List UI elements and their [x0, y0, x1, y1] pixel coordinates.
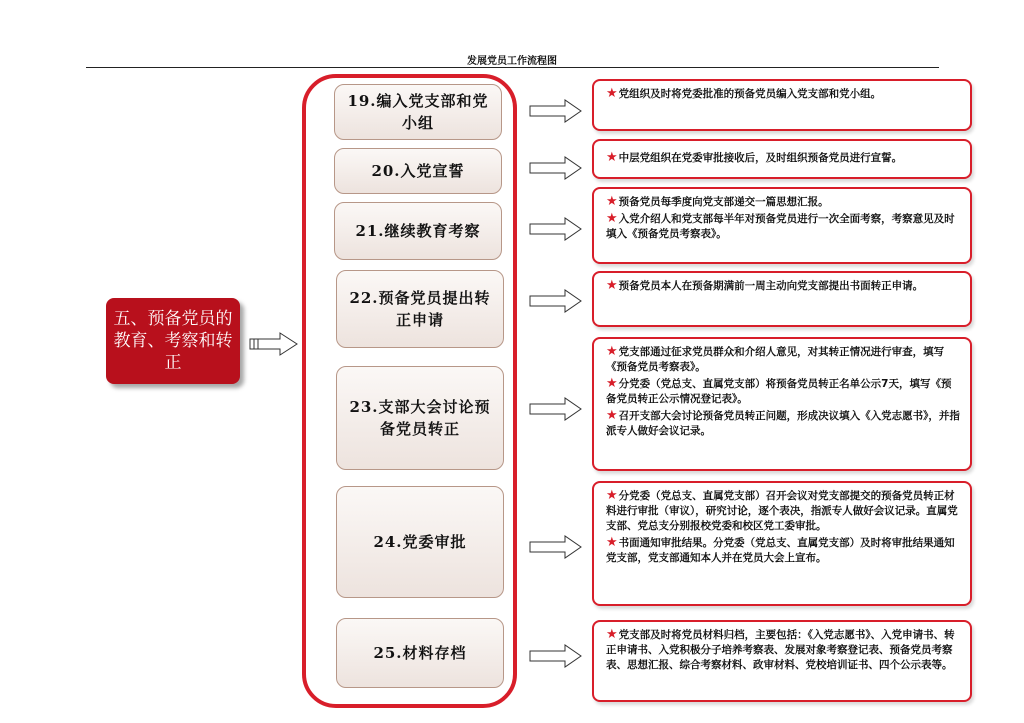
arrow-23 — [530, 398, 581, 420]
star-icon: ★ — [606, 408, 618, 423]
page-header: 发展党员工作流程图 — [467, 56, 557, 67]
note-bullet: ★党支部及时将党员材料归档，主要包括：《入党志愿书》、入党申请书、转正申请书、入党积极分子培养考察表、发展对象考察登记表、预备党员考察表、思想汇报、综合考察材料、政审材料、党校培训证书、四个公示表等。 — [606, 627, 955, 671]
step-23-label: 23.支部大会讨论预备党员转正 — [349, 398, 491, 438]
step-25-label: 25.材料存档 — [373, 644, 467, 662]
note-bullet: ★书面通知审批结果。分党委（党总支、直属党支部）及时将审批结果通知党支部，党支部通知本人并在党员大会上宣布。 — [606, 535, 955, 564]
step-20 — [334, 148, 502, 194]
note-bullet: ★分党委（党总支、直属党支部）将预备党员转正名单公示7天，填写《预备党员转正公示情况登记表》。 — [606, 376, 952, 405]
step-23 — [336, 366, 504, 470]
step-20-label: 20.入党宣誓 — [371, 162, 465, 180]
star-icon: ★ — [606, 488, 618, 503]
phase-arrow — [250, 333, 297, 355]
star-icon: ★ — [606, 194, 618, 209]
star-icon: ★ — [606, 211, 618, 226]
step-24 — [336, 486, 504, 598]
star-icon: ★ — [606, 535, 618, 550]
arrow-25 — [530, 645, 581, 667]
star-icon: ★ — [606, 278, 618, 293]
note-24 — [592, 481, 972, 606]
star-icon: ★ — [606, 344, 618, 359]
note-20 — [592, 139, 972, 179]
note-bullet: ★分党委（党总支、直属党支部）召开会议对党支部提交的预备党员转正材料进行审批（审议），研究讨论，逐个表决，指派专人做好会议记录。直属党支部、党总支分别报校党委和校区党工委审批。 — [606, 488, 958, 532]
note-bullet: ★党组织及时将党委批准的预备党员编入党支部和党小组。 — [606, 86, 882, 101]
steps-frame — [302, 74, 517, 708]
step-25 — [336, 618, 504, 688]
arrow-20 — [530, 157, 581, 179]
arrow-21 — [530, 218, 581, 240]
arrow-24 — [530, 536, 581, 558]
step-19 — [334, 84, 502, 140]
note-23 — [592, 337, 972, 471]
step-22 — [336, 270, 504, 348]
star-icon: ★ — [606, 376, 618, 391]
note-22 — [592, 271, 972, 327]
note-bullet: ★召开支部大会讨论预备党员转正问题，形成决议填入《入党志愿书》，并指派专人做好会议记录。 — [606, 408, 960, 437]
star-icon: ★ — [606, 86, 618, 101]
note-bullet: ★中层党组织在党委审批接收后，及时组织预备党员进行宣誓。 — [606, 150, 903, 165]
arrow-19 — [530, 100, 581, 122]
note-19 — [592, 79, 972, 131]
step-21-label: 21.继续教育考察 — [355, 222, 481, 240]
note-bullet: ★预备党员每季度向党支部递交一篇思想汇报。 — [606, 194, 829, 209]
note-21 — [592, 187, 972, 264]
step-21 — [334, 202, 502, 260]
note-25 — [592, 620, 972, 702]
step-24-label: 24.党委审批 — [373, 533, 467, 551]
step-22-label: 22.预备党员提出转正申请 — [349, 289, 491, 329]
phase-label: 五、预备党员的教育、考察和转正 — [113, 309, 233, 373]
note-bullet: ★入党介绍人和党支部每半年对预备党员进行一次全面考察，考察意见及时填入《预备党员考察表》。 — [606, 211, 955, 240]
star-icon: ★ — [606, 627, 618, 642]
note-bullet: ★党支部通过征求党员群众和介绍人意见，对其转正情况进行审查，填写《预备党员考察表》。 — [606, 344, 945, 373]
note-bullet: ★预备党员本人在预备期满前一周主动向党支部提出书面转正申请。 — [606, 278, 924, 293]
arrow-22 — [530, 290, 581, 312]
star-icon: ★ — [606, 150, 618, 165]
step-19-label: 19.编入党支部和党小组 — [347, 92, 489, 132]
